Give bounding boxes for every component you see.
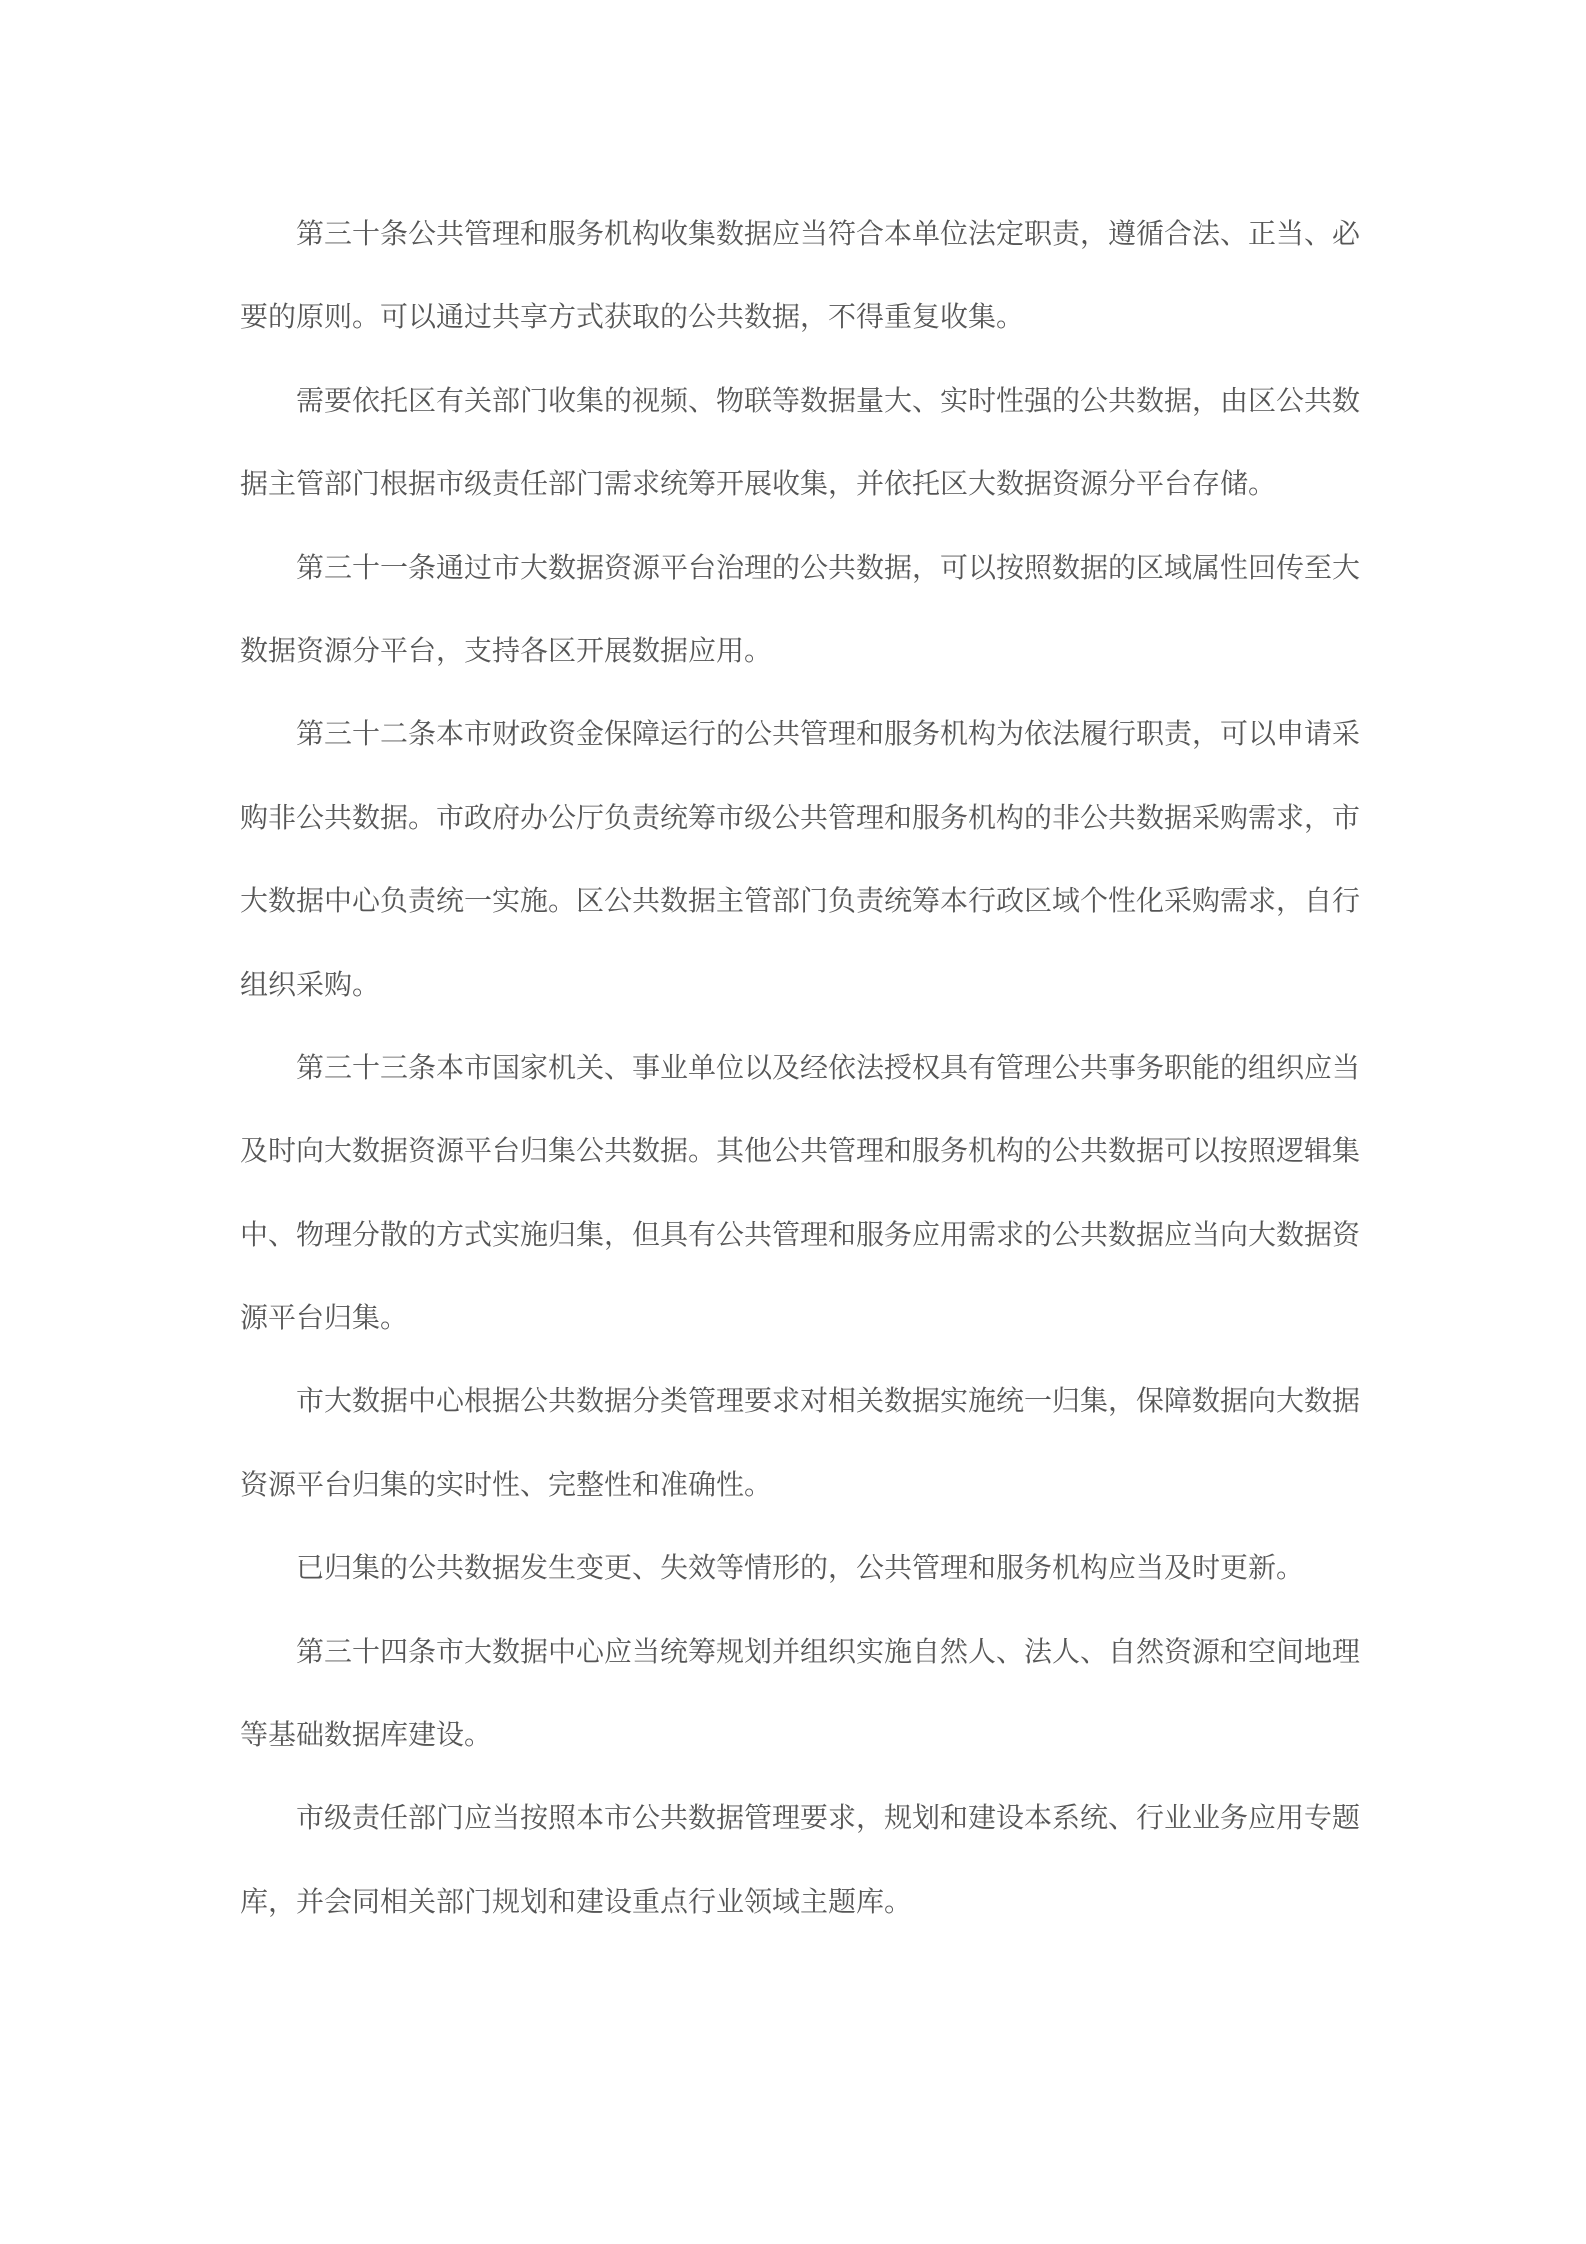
paragraph-article-33-1 bbox=[240, 1026, 1361, 1360]
text-line: 要的原则。可以通过共享方式获取的公共数据，不得重复收集。 bbox=[240, 300, 1025, 334]
text-line: 中、物理分散的方式实施归集，但具有公共管理和服务应用需求的公共数据应当向大数据资 bbox=[240, 1217, 1361, 1251]
paragraph-article-30-2 bbox=[240, 359, 1361, 526]
paragraph-article-30-1 bbox=[240, 192, 1361, 359]
article-body bbox=[240, 192, 1361, 1943]
text-line: 市大数据中心根据公共数据分类管理要求对相关数据实施统一归集，保障数据向大数据 bbox=[296, 1384, 1361, 1418]
paragraph-article-33-3 bbox=[240, 1526, 1348, 1609]
text-line: 数据资源分平台，支持各区开展数据应用。 bbox=[240, 633, 773, 667]
paragraph-article-32-1 bbox=[240, 692, 1361, 1026]
text-line: 源平台归集。 bbox=[240, 1301, 409, 1335]
text-line: 大数据中心负责统一实施。区公共数据主管部门负责统筹本行政区域个性化采购需求，自行 bbox=[240, 884, 1361, 918]
paragraph-article-31-1 bbox=[240, 526, 1361, 693]
paragraph-article-33-2 bbox=[240, 1359, 1361, 1526]
text-line: 已归集的公共数据发生变更、失效等情形的，公共管理和服务机构应当及时更新。 bbox=[296, 1551, 1305, 1585]
paragraph-article-34-2 bbox=[240, 1776, 1361, 1943]
text-line: 需要依托区有关部门收集的视频、物联等数据量大、实时性强的公共数据，由区公共数 bbox=[296, 383, 1361, 417]
paragraph-article-34-1 bbox=[240, 1610, 1361, 1777]
text-line: 库，并会同相关部门规划和建设重点行业领域主题库。 bbox=[240, 1884, 913, 1918]
text-line: 第三十一条通过市大数据资源平台治理的公共数据，可以按照数据的区域属性回传至大 bbox=[296, 550, 1361, 584]
text-line: 市级责任部门应当按照本市公共数据管理要求，规划和建设本系统、行业业务应用专题 bbox=[296, 1801, 1361, 1835]
text-line: 第三十四条市大数据中心应当统筹规划并组织实施自然人、法人、自然资源和空间地理 bbox=[296, 1634, 1361, 1668]
text-line: 组织采购。 bbox=[240, 967, 381, 1001]
text-line: 购非公共数据。市政府办公厅负责统筹市级公共管理和服务机构的非公共数据采购需求，市 bbox=[240, 800, 1361, 834]
text-line: 第三十条公共管理和服务机构收集数据应当符合本单位法定职责，遵循合法、正当、必 bbox=[296, 217, 1361, 250]
text-line: 据主管部门根据市级责任部门需求统筹开展收集，并依托区大数据资源分平台存储。 bbox=[240, 467, 1277, 501]
text-line: 第三十二条本市财政资金保障运行的公共管理和服务机构为依法履行职责，可以申请采 bbox=[296, 717, 1361, 751]
text-line: 资源平台归集的实时性、完整性和准确性。 bbox=[240, 1467, 773, 1501]
text-line: 第三十三条本市国家机关、事业单位以及经依法授权具有管理公共事务职能的组织应当 bbox=[296, 1050, 1361, 1084]
text-line: 及时向大数据资源平台归集公共数据。其他公共管理和服务机构的公共数据可以按照逻辑集 bbox=[240, 1134, 1361, 1168]
text-line: 等基础数据库建设。 bbox=[240, 1718, 493, 1752]
